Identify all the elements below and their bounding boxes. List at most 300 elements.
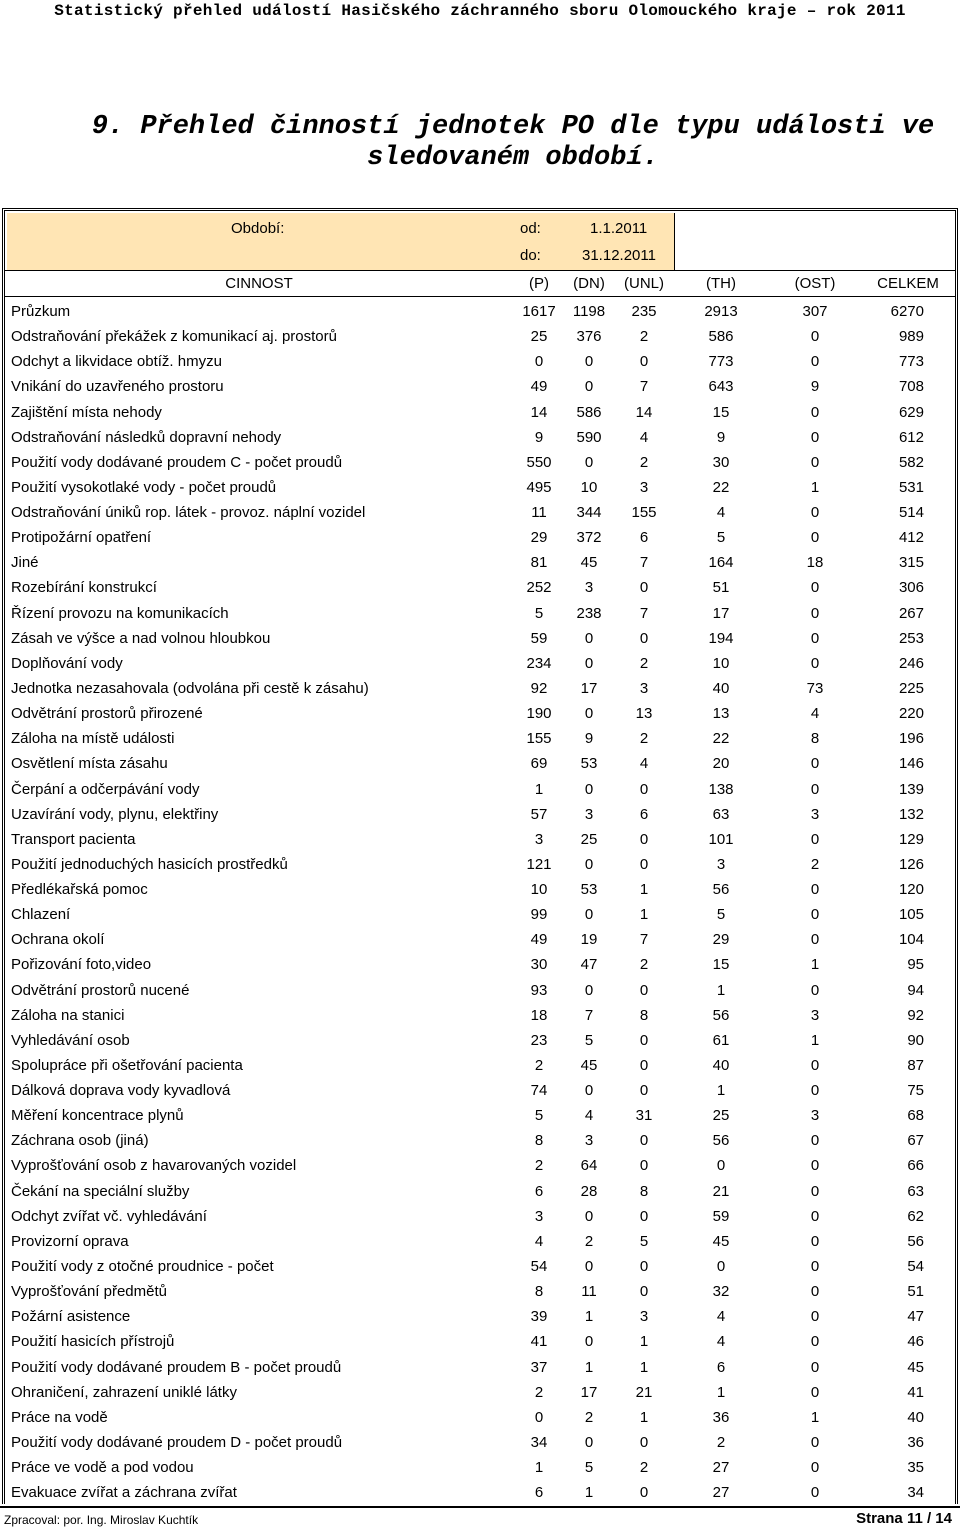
row-value-p: 121 xyxy=(526,855,552,873)
row-value-p: 41 xyxy=(530,1333,548,1351)
row-value-th: 2 xyxy=(716,1433,726,1451)
table-row xyxy=(0,1229,960,1254)
period-to-value: 31.12.2011 xyxy=(582,247,656,264)
table-row xyxy=(0,1128,960,1153)
row-value-p: 99 xyxy=(530,906,548,924)
row-value-th: 22 xyxy=(712,730,730,748)
row-value-dn: 53 xyxy=(580,755,598,773)
row-value-p: 11 xyxy=(531,504,547,521)
table-row xyxy=(0,425,960,450)
row-value-th: 773 xyxy=(708,353,734,371)
row-activity-name: Použití vody dodávané proudem C - počet proudů xyxy=(11,453,343,471)
row-value-p: 2 xyxy=(534,1383,544,1401)
row-value-th: 56 xyxy=(712,1132,730,1150)
row-value-th: 0 xyxy=(716,1257,726,1275)
table-row xyxy=(0,927,960,952)
row-value-th: 1 xyxy=(716,981,726,999)
row-value-th: 20 xyxy=(712,755,730,773)
row-value-p: 25 xyxy=(530,328,548,346)
row-value-unl: 0 xyxy=(639,1207,649,1225)
row-value-celkem: 105 xyxy=(898,906,924,924)
row-value-celkem: 66 xyxy=(907,1157,924,1175)
table-row xyxy=(0,525,960,550)
row-value-th: 9 xyxy=(716,428,726,446)
row-value-ost: 0 xyxy=(810,504,820,521)
row-activity-name: Odstraňování úniků rop. látek - provoz. náplní vozidel xyxy=(11,504,366,521)
table-row xyxy=(0,1204,960,1229)
table-row xyxy=(0,349,960,374)
table-row xyxy=(0,1304,960,1329)
row-value-th: 10 xyxy=(712,654,730,672)
row-value-p: 10 xyxy=(530,881,548,898)
table-row xyxy=(0,1179,960,1204)
table-row xyxy=(0,500,960,525)
table-row xyxy=(0,626,960,651)
row-value-unl: 0 xyxy=(639,1031,649,1049)
row-activity-name: Jiné xyxy=(11,554,39,572)
row-value-ost: 0 xyxy=(810,830,820,848)
row-value-celkem: 146 xyxy=(898,755,924,773)
row-value-unl: 7 xyxy=(639,554,649,572)
row-value-th: 36 xyxy=(712,1408,730,1426)
row-value-celkem: 139 xyxy=(898,780,924,798)
row-value-p: 23 xyxy=(530,1031,548,1049)
row-value-unl: 4 xyxy=(639,755,649,773)
table-row xyxy=(0,1355,960,1380)
row-value-ost: 0 xyxy=(810,1459,820,1476)
row-value-th: 61 xyxy=(712,1031,730,1049)
table-row xyxy=(0,978,960,1003)
table-row xyxy=(0,852,960,877)
table-row xyxy=(0,1003,960,1028)
row-value-celkem: 67 xyxy=(907,1132,924,1150)
table-row xyxy=(0,777,960,802)
row-value-ost: 0 xyxy=(810,755,820,773)
row-value-celkem: 40 xyxy=(907,1408,924,1426)
row-value-unl: 8 xyxy=(639,1006,649,1024)
row-activity-name: Protipožární opatření xyxy=(11,529,152,547)
row-value-unl: 3 xyxy=(639,478,649,496)
row-value-unl: 6 xyxy=(639,529,649,547)
row-value-th: 4 xyxy=(716,1333,726,1351)
row-value-ost: 0 xyxy=(810,604,820,622)
row-value-ost: 0 xyxy=(810,1484,820,1502)
row-value-unl: 0 xyxy=(639,1056,649,1074)
row-value-p: 59 xyxy=(530,629,548,647)
row-value-dn: 7 xyxy=(584,1006,594,1024)
row-value-p: 1 xyxy=(534,1459,544,1476)
row-activity-name: Vyprošťování předmětů xyxy=(11,1283,167,1301)
page-title xyxy=(78,112,948,174)
row-value-celkem: 41 xyxy=(907,1383,924,1401)
row-value-unl: 0 xyxy=(639,1484,649,1502)
row-value-dn: 344 xyxy=(576,504,602,521)
table-row xyxy=(0,575,960,600)
row-value-unl: 31 xyxy=(635,1107,653,1125)
row-value-dn: 0 xyxy=(584,1082,594,1099)
row-value-th: 59 xyxy=(712,1207,730,1225)
row-value-ost: 0 xyxy=(810,1207,820,1225)
row-value-ost: 0 xyxy=(810,629,820,647)
row-value-ost: 3 xyxy=(810,805,820,823)
table-row xyxy=(0,475,960,500)
row-value-unl: 3 xyxy=(639,1308,649,1326)
row-value-th: 3 xyxy=(716,855,726,873)
table-row xyxy=(0,701,960,726)
row-activity-name: Odchyt zvířat vč. vyhledávání xyxy=(11,1207,207,1225)
row-value-celkem: 253 xyxy=(898,629,924,647)
row-activity-name: Pořizování foto,video xyxy=(11,956,152,974)
table-row xyxy=(0,1053,960,1078)
row-value-dn: 17 xyxy=(580,680,598,697)
row-value-dn: 9 xyxy=(584,730,594,748)
footer-author: Zpracoval: por. Ing. Miroslav Kuchtík xyxy=(4,1513,199,1527)
row-activity-name: Záchrana osob (jiná) xyxy=(11,1132,149,1150)
row-value-unl: 1 xyxy=(639,881,649,898)
row-activity-name: Použití hasicích přístrojů xyxy=(11,1333,175,1351)
row-value-th: 2913 xyxy=(704,303,738,320)
row-value-celkem: 531 xyxy=(898,478,924,496)
row-value-dn: 5 xyxy=(584,1031,594,1049)
footer-rule xyxy=(0,1506,960,1508)
row-value-celkem: 514 xyxy=(898,504,924,521)
row-activity-name: Uzavírání vody, plynu, elektřiny xyxy=(11,805,219,823)
row-value-ost: 0 xyxy=(810,1283,820,1301)
row-value-celkem: 45 xyxy=(907,1358,924,1376)
table-row xyxy=(0,1405,960,1430)
row-value-th: 40 xyxy=(712,680,730,697)
row-value-celkem: 246 xyxy=(898,654,924,672)
row-activity-name: Evakuace zvířat a záchrana zvířat xyxy=(11,1484,237,1502)
row-value-ost: 0 xyxy=(810,881,820,898)
row-value-unl: 0 xyxy=(639,629,649,647)
row-value-celkem: 126 xyxy=(898,855,924,873)
period-from-value: 1.1.2011 xyxy=(590,220,648,237)
row-activity-name: Zásah ve výšce a nad volnou hloubkou xyxy=(11,629,271,647)
row-value-ost: 0 xyxy=(810,1232,820,1250)
row-value-p: 252 xyxy=(526,579,552,597)
row-value-unl: 2 xyxy=(639,453,649,471)
row-value-th: 0 xyxy=(716,1157,726,1175)
header-divider xyxy=(5,296,955,297)
table-row xyxy=(0,952,960,977)
column-header-activity: CINNOST xyxy=(225,275,293,292)
row-value-th: 4 xyxy=(716,504,726,521)
row-value-dn: 1 xyxy=(584,1358,594,1376)
row-value-unl: 2 xyxy=(639,1459,649,1476)
row-value-unl: 4 xyxy=(639,428,649,446)
row-value-dn: 0 xyxy=(584,629,594,647)
row-value-celkem: 34 xyxy=(907,1484,924,1502)
row-value-dn: 53 xyxy=(580,881,598,898)
row-activity-name: Spolupráce při ošetřování pacienta xyxy=(11,1056,243,1074)
row-value-dn: 0 xyxy=(584,654,594,672)
row-value-ost: 307 xyxy=(802,303,828,320)
row-activity-name: Měření koncentrace plynů xyxy=(11,1107,184,1125)
row-value-ost: 0 xyxy=(810,529,820,547)
row-value-p: 49 xyxy=(530,931,548,949)
table-row xyxy=(0,877,960,902)
title-line-1: 9. Přehled činností jednotek PO dle typu události ve xyxy=(91,112,935,142)
row-value-th: 4 xyxy=(716,1308,726,1326)
row-activity-name: Použití jednoduchých hasicích prostředků xyxy=(11,855,288,873)
row-value-ost: 2 xyxy=(810,855,820,873)
table-row xyxy=(0,1153,960,1178)
row-activity-name: Transport pacienta xyxy=(11,830,136,848)
row-value-unl: 0 xyxy=(639,1257,649,1275)
row-value-p: 190 xyxy=(526,705,552,723)
table-row xyxy=(0,726,960,751)
row-activity-name: Dálková doprava vody kyvadlová xyxy=(11,1082,231,1099)
row-value-dn: 1198 xyxy=(572,303,606,320)
table-row xyxy=(0,450,960,475)
row-activity-name: Provizorní oprava xyxy=(11,1232,129,1250)
row-value-celkem: 582 xyxy=(898,453,924,471)
row-value-p: 0 xyxy=(534,1408,544,1426)
row-value-dn: 0 xyxy=(584,705,594,723)
row-value-unl: 1 xyxy=(639,906,649,924)
row-value-celkem: 36 xyxy=(907,1433,924,1451)
row-value-celkem: 267 xyxy=(898,604,924,622)
row-value-dn: 10 xyxy=(580,478,598,496)
row-value-th: 15 xyxy=(712,956,730,974)
table-row xyxy=(0,324,960,349)
table-row xyxy=(0,827,960,852)
row-value-dn: 2 xyxy=(584,1408,594,1426)
row-value-p: 6 xyxy=(534,1484,544,1502)
row-value-celkem: 220 xyxy=(898,705,924,723)
row-value-dn: 1 xyxy=(584,1484,594,1502)
row-value-celkem: 62 xyxy=(907,1207,924,1225)
row-value-p: 92 xyxy=(530,680,548,697)
row-value-ost: 0 xyxy=(810,654,820,672)
table-row xyxy=(0,1480,960,1505)
row-value-th: 27 xyxy=(712,1484,730,1502)
row-value-celkem: 708 xyxy=(898,378,924,396)
table-row xyxy=(0,676,960,701)
row-value-unl: 0 xyxy=(639,579,649,597)
table-row xyxy=(0,902,960,927)
row-activity-name: Jednotka nezasahovala (odvolána při cestě k zásahu) xyxy=(11,680,369,697)
row-value-unl: 7 xyxy=(639,931,649,949)
row-value-dn: 3 xyxy=(584,579,594,597)
row-value-p: 8 xyxy=(534,1283,544,1301)
row-value-celkem: 95 xyxy=(907,956,924,974)
row-value-ost: 0 xyxy=(810,428,820,446)
table-row xyxy=(0,1078,960,1103)
row-value-ost: 0 xyxy=(810,906,820,924)
row-value-celkem: 46 xyxy=(907,1333,924,1351)
row-activity-name: Použití vody dodávané proudem B - počet proudů xyxy=(11,1358,342,1376)
row-value-ost: 0 xyxy=(810,780,820,798)
row-activity-name: Vnikání do uzavřeného prostoru xyxy=(11,378,224,396)
row-value-dn: 0 xyxy=(584,1333,594,1351)
period-to-label: do: xyxy=(520,247,541,264)
row-value-dn: 4 xyxy=(584,1107,594,1125)
row-value-celkem: 629 xyxy=(898,403,924,421)
row-value-ost: 1 xyxy=(810,1408,820,1426)
row-value-dn: 0 xyxy=(584,353,594,371)
row-value-unl: 5 xyxy=(639,1232,649,1250)
row-activity-name: Odvětrání prostorů nucené xyxy=(11,981,190,999)
row-value-celkem: 989 xyxy=(898,328,924,346)
row-value-th: 51 xyxy=(712,579,730,597)
row-value-celkem: 92 xyxy=(907,1006,924,1024)
row-value-p: 69 xyxy=(530,755,548,773)
row-value-unl: 1 xyxy=(639,1333,649,1351)
period-divider xyxy=(5,270,955,271)
table-row xyxy=(0,751,960,776)
row-activity-name: Předlékařská pomoc xyxy=(11,881,148,898)
row-activity-name: Práce na vodě xyxy=(11,1408,108,1426)
row-value-unl: 7 xyxy=(639,604,649,622)
row-value-unl: 8 xyxy=(639,1182,649,1200)
row-value-ost: 8 xyxy=(810,730,820,748)
row-activity-name: Odstraňování překážek z komunikací aj. prostorů xyxy=(11,328,337,346)
row-value-dn: 28 xyxy=(580,1182,598,1200)
row-value-p: 1617 xyxy=(522,303,556,320)
row-value-ost: 0 xyxy=(810,1433,820,1451)
row-activity-name: Vyprošťování osob z havarovaných vozidel xyxy=(11,1157,297,1175)
row-value-unl: 21 xyxy=(635,1383,653,1401)
row-value-dn: 372 xyxy=(576,529,602,547)
row-value-ost: 3 xyxy=(810,1107,820,1125)
table-row xyxy=(0,802,960,827)
row-value-th: 101 xyxy=(708,830,734,848)
row-value-th: 40 xyxy=(712,1056,730,1074)
row-value-ost: 0 xyxy=(810,403,820,421)
row-activity-name: Odvětrání prostorů přirozené xyxy=(11,705,203,723)
table-row xyxy=(0,299,960,324)
row-value-th: 56 xyxy=(712,1006,730,1024)
row-value-p: 74 xyxy=(530,1082,548,1099)
row-activity-name: Zajištění místa nehody xyxy=(11,403,162,421)
row-value-p: 8 xyxy=(534,1132,544,1150)
row-value-celkem: 6270 xyxy=(890,303,924,320)
row-value-ost: 0 xyxy=(810,981,820,999)
row-value-unl: 0 xyxy=(639,1283,649,1301)
row-value-p: 1 xyxy=(534,780,544,798)
row-value-ost: 18 xyxy=(806,554,824,572)
row-value-unl: 0 xyxy=(639,1132,649,1150)
row-value-celkem: 63 xyxy=(907,1182,924,1200)
row-value-p: 49 xyxy=(530,378,548,396)
row-value-ost: 0 xyxy=(810,1383,820,1401)
row-activity-name: Použití vody z otočné proudnice - počet xyxy=(11,1257,274,1275)
row-activity-name: Záloha na stanici xyxy=(11,1006,125,1024)
row-value-dn: 0 xyxy=(584,378,594,396)
row-value-ost: 0 xyxy=(810,353,820,371)
row-value-th: 13 xyxy=(712,705,730,723)
row-value-p: 18 xyxy=(530,1006,548,1024)
row-value-p: 9 xyxy=(534,428,544,446)
row-value-p: 3 xyxy=(534,830,544,848)
row-activity-name: Odchyt a likvidace obtíž. hmyzu xyxy=(11,353,222,371)
row-value-th: 63 xyxy=(712,805,730,823)
row-value-unl: 2 xyxy=(639,328,649,346)
row-value-th: 164 xyxy=(708,554,734,572)
row-value-p: 30 xyxy=(530,956,548,974)
row-value-dn: 0 xyxy=(584,981,594,999)
row-value-celkem: 120 xyxy=(898,881,924,898)
row-value-unl: 0 xyxy=(639,1157,649,1175)
row-value-th: 56 xyxy=(712,881,730,898)
row-value-ost: 0 xyxy=(810,453,820,471)
row-value-dn: 5 xyxy=(584,1459,594,1476)
row-activity-name: Vyhledávání osob xyxy=(11,1031,130,1049)
row-activity-name: Průzkum xyxy=(11,303,71,320)
row-activity-name: Ochrana okolí xyxy=(11,931,105,949)
report-header: Statistický přehled událostí Hasičského záchranného sboru Olomouckého kraje – rok 2011 xyxy=(54,2,906,20)
row-value-ost: 4 xyxy=(810,705,820,723)
row-value-celkem: 56 xyxy=(907,1232,924,1250)
row-value-th: 25 xyxy=(712,1107,730,1125)
row-value-th: 15 xyxy=(712,403,730,421)
row-value-p: 6 xyxy=(534,1182,544,1200)
row-value-th: 5 xyxy=(716,906,726,924)
row-value-unl: 2 xyxy=(639,654,649,672)
row-value-unl: 1 xyxy=(639,1358,649,1376)
table-row xyxy=(0,550,960,575)
row-value-th: 6 xyxy=(716,1358,726,1376)
row-value-celkem: 612 xyxy=(898,428,924,446)
period-label: Období: xyxy=(231,220,285,237)
row-value-dn: 0 xyxy=(584,780,594,798)
row-value-unl: 0 xyxy=(639,830,649,848)
row-value-celkem: 35 xyxy=(907,1459,924,1476)
row-value-unl: 0 xyxy=(639,1433,649,1451)
row-value-celkem: 306 xyxy=(898,579,924,597)
row-value-celkem: 51 xyxy=(907,1283,924,1301)
row-value-celkem: 315 xyxy=(898,554,924,572)
row-value-dn: 45 xyxy=(580,1056,598,1074)
table-row xyxy=(0,601,960,626)
period-from-label: od: xyxy=(520,220,541,237)
row-value-celkem: 87 xyxy=(907,1056,924,1074)
row-value-ost: 0 xyxy=(810,1157,820,1175)
row-value-p: 234 xyxy=(526,654,552,672)
row-value-ost: 0 xyxy=(810,1056,820,1074)
row-value-th: 138 xyxy=(708,780,734,798)
row-value-dn: 2 xyxy=(584,1232,594,1250)
row-value-th: 194 xyxy=(708,629,734,647)
table-row xyxy=(0,374,960,399)
row-value-unl: 0 xyxy=(639,780,649,798)
row-value-th: 1 xyxy=(716,1082,726,1099)
row-value-ost: 1 xyxy=(810,1031,820,1049)
row-value-th: 22 xyxy=(712,478,730,496)
row-value-dn: 0 xyxy=(584,1433,594,1451)
row-value-celkem: 129 xyxy=(898,830,924,848)
row-value-dn: 3 xyxy=(584,805,594,823)
row-value-p: 34 xyxy=(530,1433,548,1451)
row-value-ost: 9 xyxy=(810,378,820,396)
table-row xyxy=(0,1430,960,1455)
row-value-unl: 155 xyxy=(631,504,657,521)
row-activity-name: Použití vysokotlaké vody - počet proudů xyxy=(11,478,277,496)
row-value-celkem: 94 xyxy=(907,981,924,999)
row-activity-name: Záloha na místě události xyxy=(11,730,175,748)
row-value-ost: 0 xyxy=(810,1082,820,1099)
column-header-p: (P) xyxy=(529,275,549,292)
row-value-dn: 238 xyxy=(576,604,602,622)
column-header-celkem: CELKEM xyxy=(877,275,939,292)
row-value-p: 3 xyxy=(534,1207,544,1225)
row-value-th: 27 xyxy=(712,1459,730,1476)
table-row xyxy=(0,1028,960,1053)
row-activity-name: Čerpání a odčerpávání vody xyxy=(11,780,200,798)
row-value-unl: 0 xyxy=(639,855,649,873)
